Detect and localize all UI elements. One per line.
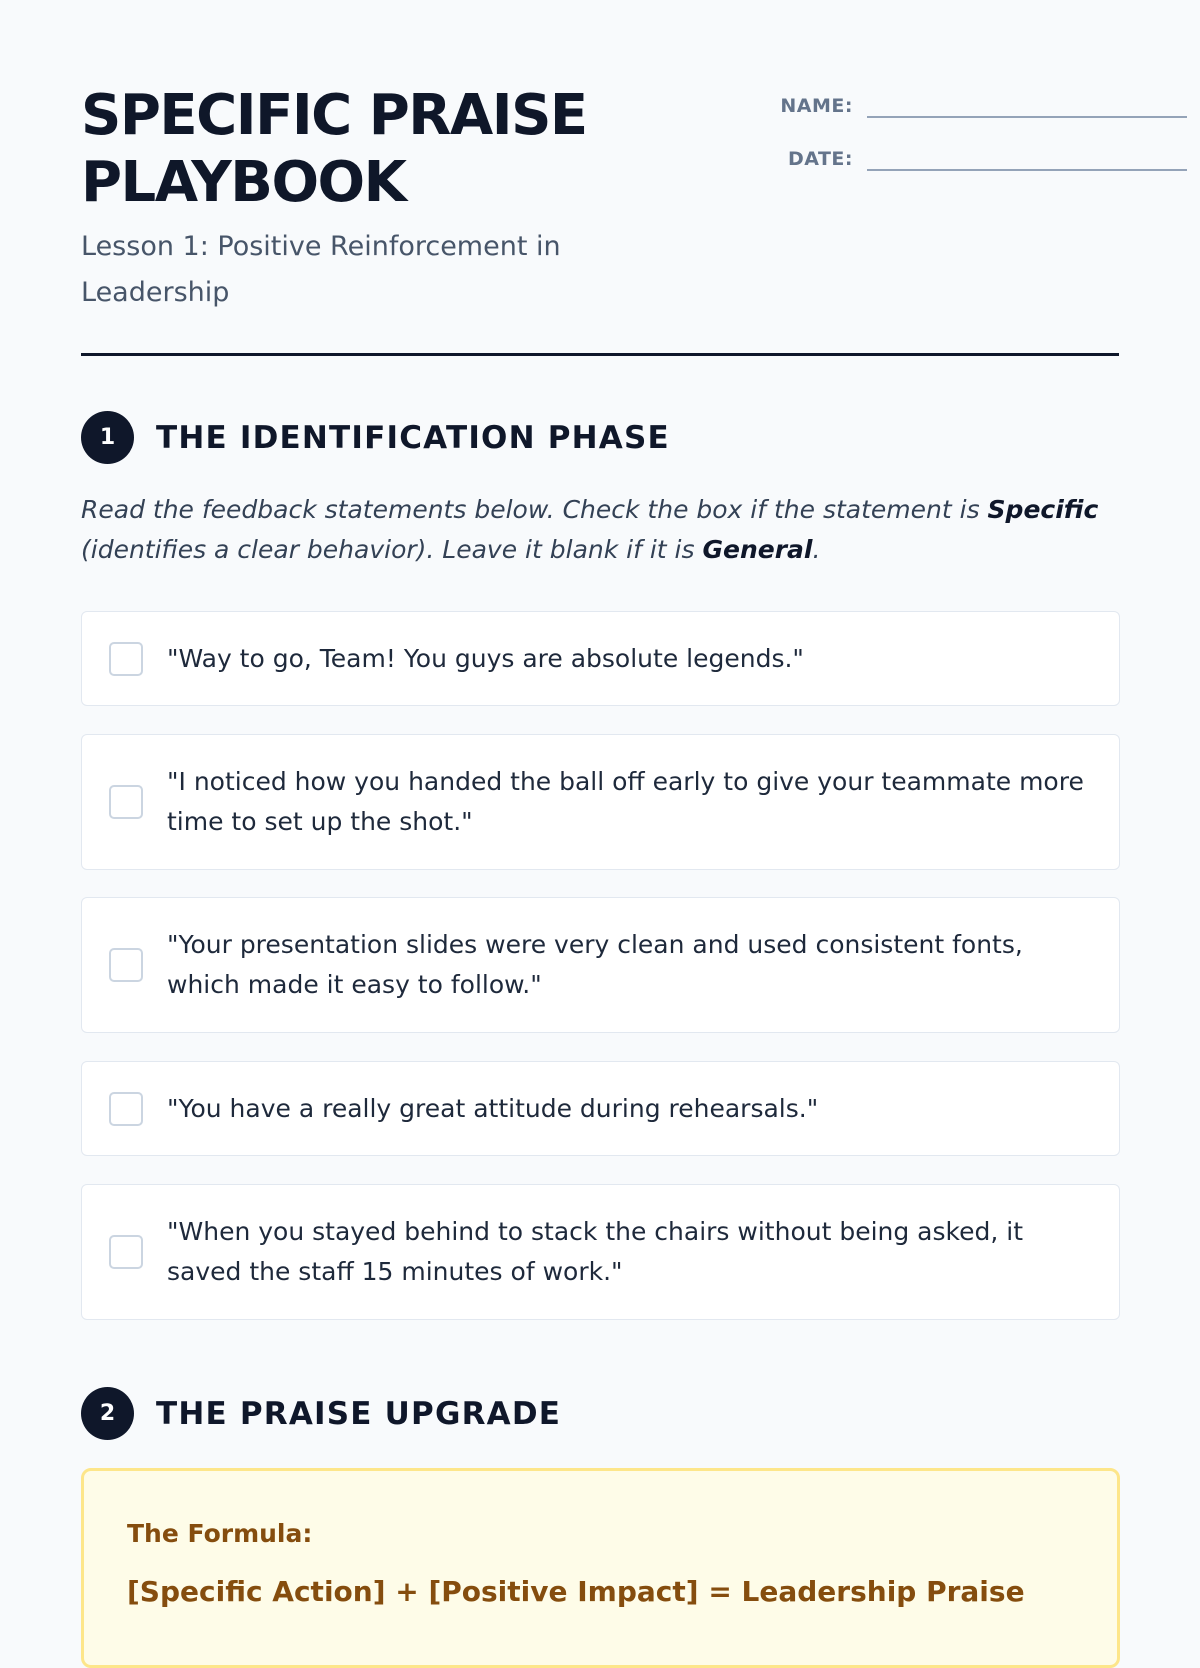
instructions <box>81 490 1121 570</box>
statement-item <box>81 1061 1120 1156</box>
instructions-text: (identifies a clear behavior). Leave it blank if it is <box>81 535 703 564</box>
date-field <box>761 143 1187 171</box>
section-number-badge: 2 <box>81 1387 134 1440</box>
statement-checkbox[interactable] <box>109 1235 143 1269</box>
statement-checkbox[interactable] <box>109 642 143 676</box>
statement-text: "You have a really great attitude during rehearsals." <box>167 1093 819 1123</box>
section-number-badge: 1 <box>81 411 134 464</box>
instructions-text: . <box>812 535 821 564</box>
section-title: THE IDENTIFICATION PHASE <box>156 419 670 456</box>
statement-text: "Way to go, Team! You guys are absolute legends." <box>167 643 804 673</box>
statement-checkbox[interactable] <box>109 1092 143 1126</box>
page-title: SPECIFIC PRAISE PLAYBOOK <box>81 83 587 215</box>
formula-box <box>81 1468 1120 1668</box>
formula-equation: [Specific Action] + [Positive Impact] = Leadership Praise <box>127 1575 1025 1608</box>
name-label: NAME: <box>780 95 853 117</box>
section-2-heading <box>81 1387 561 1440</box>
name-field <box>761 90 1187 118</box>
date-label: DATE: <box>787 148 853 170</box>
statement-item <box>81 734 1120 870</box>
name-line <box>867 90 1187 118</box>
statement-checkbox[interactable] <box>109 948 143 982</box>
lesson-subtitle: Lesson 1: Positive Reinforcement in Leadership <box>81 231 561 308</box>
worksheet-header <box>81 0 1119 356</box>
section-1-heading <box>81 411 670 464</box>
statement-item <box>81 897 1120 1033</box>
statement-text: "When you stayed behind to stack the chairs without being asked, it saved the staff 15 minutes of work." <box>167 1217 1024 1286</box>
instructions-general: General <box>702 535 813 564</box>
section-title: THE PRAISE UPGRADE <box>156 1395 562 1432</box>
statement-checkbox[interactable] <box>109 785 143 819</box>
statement-item <box>81 611 1120 706</box>
statement-text: "I noticed how you handed the ball off early to give your teammate more time to set up the shot." <box>167 767 1084 836</box>
instructions-specific: Specific <box>987 495 1099 524</box>
formula-label: The Formula: <box>127 1519 313 1548</box>
statement-item <box>81 1184 1120 1320</box>
statement-text: "Your presentation slides were very clean and used consistent fonts, which made it easy to follow." <box>167 930 1023 999</box>
instructions-text: Read the feedback statements below. Check the box if the statement is <box>81 495 988 524</box>
date-line <box>867 143 1187 171</box>
